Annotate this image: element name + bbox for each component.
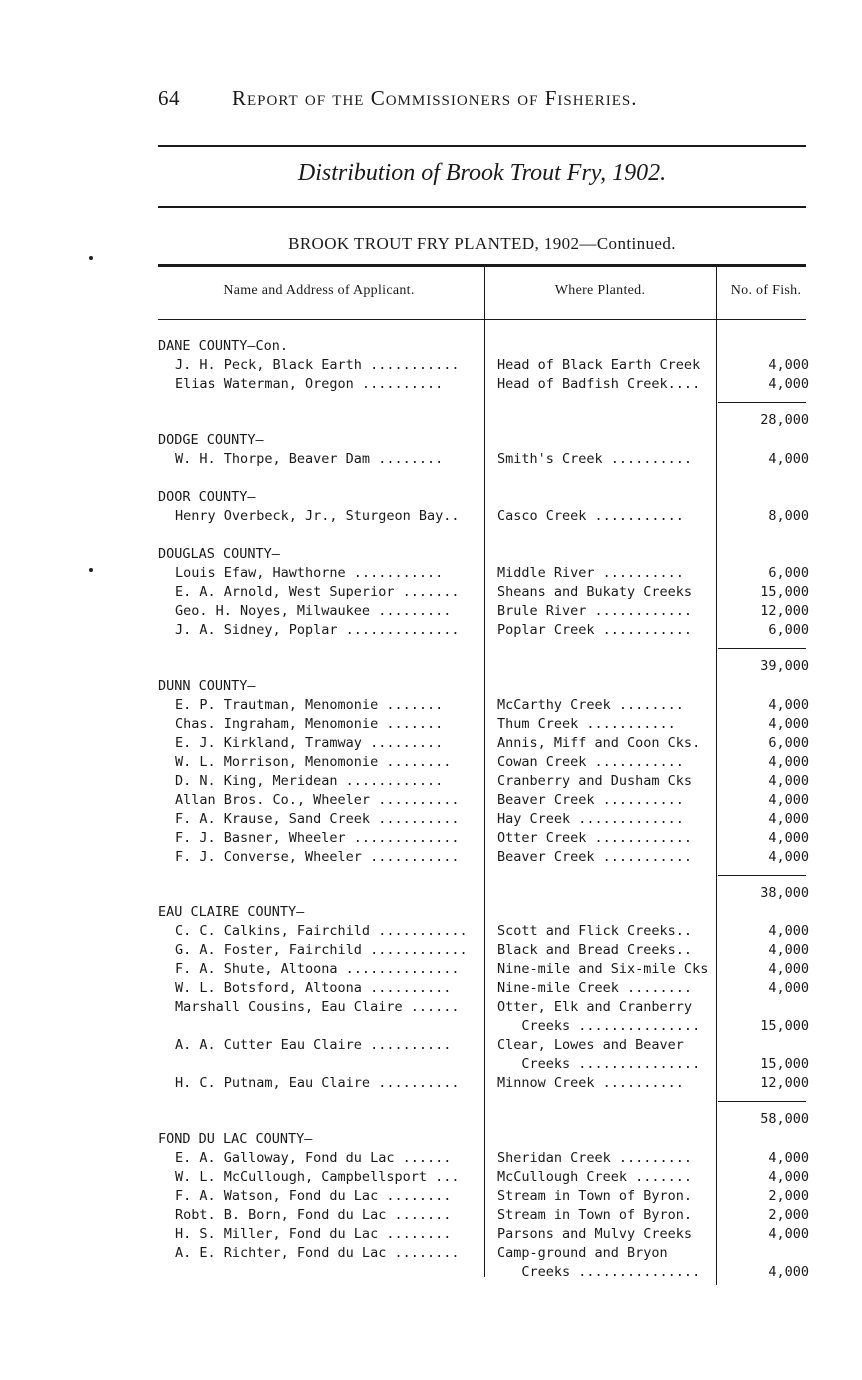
applicant-name: E. A. Arnold, West Superior .......: [175, 584, 460, 600]
planting-location: Sheans and Bukaty Creeks: [497, 584, 693, 600]
header-rule: [158, 145, 806, 147]
applicant-name: E. P. Trautman, Menomonie .......: [175, 697, 444, 713]
applicant-name: G. A. Foster, Fairchild ............: [175, 942, 468, 958]
fish-count: 15,000: [760, 584, 809, 600]
planting-location: Hay Creek .............: [497, 811, 684, 827]
fish-count: 4,000: [768, 1264, 809, 1280]
planting-location: Annis, Miff and Coon Cks.: [497, 735, 701, 751]
planting-location: Head of Badfish Creek....: [497, 376, 701, 392]
fish-count: 6,000: [768, 565, 809, 581]
column-divider-right: [716, 267, 717, 1285]
fish-count: 4,000: [768, 697, 809, 713]
fish-count: 4,000: [768, 923, 809, 939]
county-heading: DOUGLAS COUNTY—: [158, 546, 280, 562]
county-subtotal: 58,000: [760, 1111, 809, 1127]
fish-count: 4,000: [768, 1169, 809, 1185]
fish-count: 2,000: [768, 1188, 809, 1204]
planting-location: Clear, Lowes and Beaver: [497, 1037, 684, 1053]
planting-location: Parsons and Mulvy Creeks: [497, 1226, 693, 1242]
county-heading: EAU CLAIRE COUNTY—: [158, 904, 305, 920]
applicant-name: W. L. Morrison, Menomonie ........: [175, 754, 452, 770]
fish-count: 12,000: [760, 603, 809, 619]
planting-location: Beaver Creek ..........: [497, 792, 684, 808]
planting-location: Black and Bread Creeks..: [497, 942, 693, 958]
fish-count: 4,000: [768, 792, 809, 808]
applicant-name: C. C. Calkins, Fairchild ...........: [175, 923, 468, 939]
county-heading: DOOR COUNTY—: [158, 489, 256, 505]
report-title: Report of the Commissioners of Fisheries.: [232, 86, 638, 110]
column-header-name: Name and Address of Applicant.: [223, 283, 415, 298]
margin-speck: [89, 256, 93, 260]
applicant-name: F. J. Basner, Wheeler .............: [175, 830, 460, 846]
fish-count: 4,000: [768, 754, 809, 770]
subtitle-rule: [158, 206, 806, 208]
planting-location: Nine-mile and Six-mile Cks: [497, 961, 709, 977]
applicant-name: W. H. Thorpe, Beaver Dam ........: [175, 451, 444, 467]
applicant-name: F. A. Krause, Sand Creek ..........: [175, 811, 460, 827]
county-heading: DANE COUNTY—Con.: [158, 338, 289, 354]
planting-location: Camp-ground and Bryon: [497, 1245, 668, 1261]
fish-count: 15,000: [760, 1018, 809, 1034]
table-top-rule: [158, 264, 806, 267]
fish-count: 4,000: [768, 980, 809, 996]
fish-count: 4,000: [768, 830, 809, 846]
county-subtotal: 38,000: [760, 885, 809, 901]
planting-location: Sheridan Creek .........: [497, 1150, 693, 1166]
planting-location: Thum Creek ...........: [497, 716, 676, 732]
county-heading: FOND DU LAC COUNTY—: [158, 1131, 313, 1147]
county-heading: DUNN COUNTY—: [158, 678, 256, 694]
fish-count: 4,000: [768, 849, 809, 865]
fish-count: 8,000: [768, 508, 809, 524]
applicant-name: F. A. Shute, Altoona ..............: [175, 961, 460, 977]
applicant-name: A. E. Richter, Fond du Lac ........: [175, 1245, 460, 1261]
planting-location: Cowan Creek ...........: [497, 754, 684, 770]
subtotal-rule: [718, 1101, 806, 1102]
fish-count: 2,000: [768, 1207, 809, 1223]
planting-location: Creeks ...............: [497, 1056, 701, 1072]
planting-location: Beaver Creek ...........: [497, 849, 693, 865]
applicant-name: H. S. Miller, Fond du Lac ........: [175, 1226, 452, 1242]
planting-location: Creeks ...............: [497, 1264, 701, 1280]
fish-count: 4,000: [768, 716, 809, 732]
applicant-name: A. A. Cutter Eau Claire ..........: [175, 1037, 452, 1053]
planting-location: Stream in Town of Byron.: [497, 1207, 693, 1223]
margin-speck: [89, 568, 93, 572]
planting-location: Poplar Creek ...........: [497, 622, 693, 638]
county-subtotal: 39,000: [760, 658, 809, 674]
column-header-number: No. of Fish.: [730, 283, 802, 298]
planting-location: Scott and Flick Creeks..: [497, 923, 693, 939]
applicant-name: W. L. McCullough, Campbellsport ...: [175, 1169, 460, 1185]
applicant-name: J. H. Peck, Black Earth ...........: [175, 357, 460, 373]
planting-location: Cranberry and Dusham Cks: [497, 773, 693, 789]
planting-location: Nine-mile Creek ........: [497, 980, 693, 996]
applicant-name: Geo. H. Noyes, Milwaukee .........: [175, 603, 452, 619]
planting-location: Middle River ..........: [497, 565, 684, 581]
subtotal-rule: [718, 402, 806, 403]
fish-count: 4,000: [768, 773, 809, 789]
applicant-name: H. C. Putnam, Eau Claire ..........: [175, 1075, 460, 1091]
applicant-name: E. J. Kirkland, Tramway .........: [175, 735, 444, 751]
fish-count: 4,000: [768, 811, 809, 827]
applicant-name: F. J. Converse, Wheeler ...........: [175, 849, 460, 865]
applicant-name: Robt. B. Born, Fond du Lac .......: [175, 1207, 452, 1223]
applicant-name: F. A. Watson, Fond du Lac ........: [175, 1188, 452, 1204]
fish-count: 4,000: [768, 961, 809, 977]
applicant-name: Allan Bros. Co., Wheeler ..........: [175, 792, 460, 808]
fish-count: 4,000: [768, 942, 809, 958]
planting-location: McCarthy Creek ........: [497, 697, 684, 713]
subtotal-rule: [718, 648, 806, 649]
section-subtitle: Distribution of Brook Trout Fry, 1902.: [297, 160, 667, 186]
applicant-name: J. A. Sidney, Poplar ..............: [175, 622, 460, 638]
planting-location: Creeks ...............: [497, 1018, 701, 1034]
table-title: BROOK TROUT FRY PLANTED, 1902—Continued.: [288, 234, 676, 253]
planting-location: Brule River ............: [497, 603, 693, 619]
planting-location: Otter Creek ............: [497, 830, 693, 846]
column-divider-left: [484, 267, 485, 1277]
planting-location: Smith's Creek ..........: [497, 451, 693, 467]
applicant-name: W. L. Botsford, Altoona ..........: [175, 980, 452, 996]
column-header-rule: [158, 319, 806, 320]
county-subtotal: 28,000: [760, 412, 809, 428]
planting-location: Head of Black Earth Creek: [497, 357, 701, 373]
planting-location: Stream in Town of Byron.: [497, 1188, 693, 1204]
fish-count: 4,000: [768, 357, 809, 373]
applicant-name: Marshall Cousins, Eau Claire ......: [175, 999, 460, 1015]
applicant-name: D. N. King, Meridean ............: [175, 773, 444, 789]
fish-count: 4,000: [768, 376, 809, 392]
applicant-name: E. A. Galloway, Fond du Lac ......: [175, 1150, 452, 1166]
column-header-where: Where Planted.: [554, 283, 646, 298]
fish-count: 6,000: [768, 622, 809, 638]
applicant-name: Elias Waterman, Oregon ..........: [175, 376, 444, 392]
fish-count: 15,000: [760, 1056, 809, 1072]
planting-location: Casco Creek ...........: [497, 508, 684, 524]
applicant-name: Henry Overbeck, Jr., Sturgeon Bay..: [175, 508, 460, 524]
planting-location: McCullough Creek .......: [497, 1169, 693, 1185]
fish-count: 6,000: [768, 735, 809, 751]
planting-location: Otter, Elk and Cranberry: [497, 999, 693, 1015]
page-number: 64: [158, 86, 180, 110]
fish-count: 4,000: [768, 451, 809, 467]
county-heading: DODGE COUNTY—: [158, 432, 264, 448]
planting-location: Minnow Creek ..........: [497, 1075, 684, 1091]
applicant-name: Chas. Ingraham, Menomonie .......: [175, 716, 444, 732]
fish-count: 12,000: [760, 1075, 809, 1091]
fish-count: 4,000: [768, 1226, 809, 1242]
applicant-name: Louis Efaw, Hawthorne ...........: [175, 565, 444, 581]
subtotal-rule: [718, 875, 806, 876]
fish-count: 4,000: [768, 1150, 809, 1166]
